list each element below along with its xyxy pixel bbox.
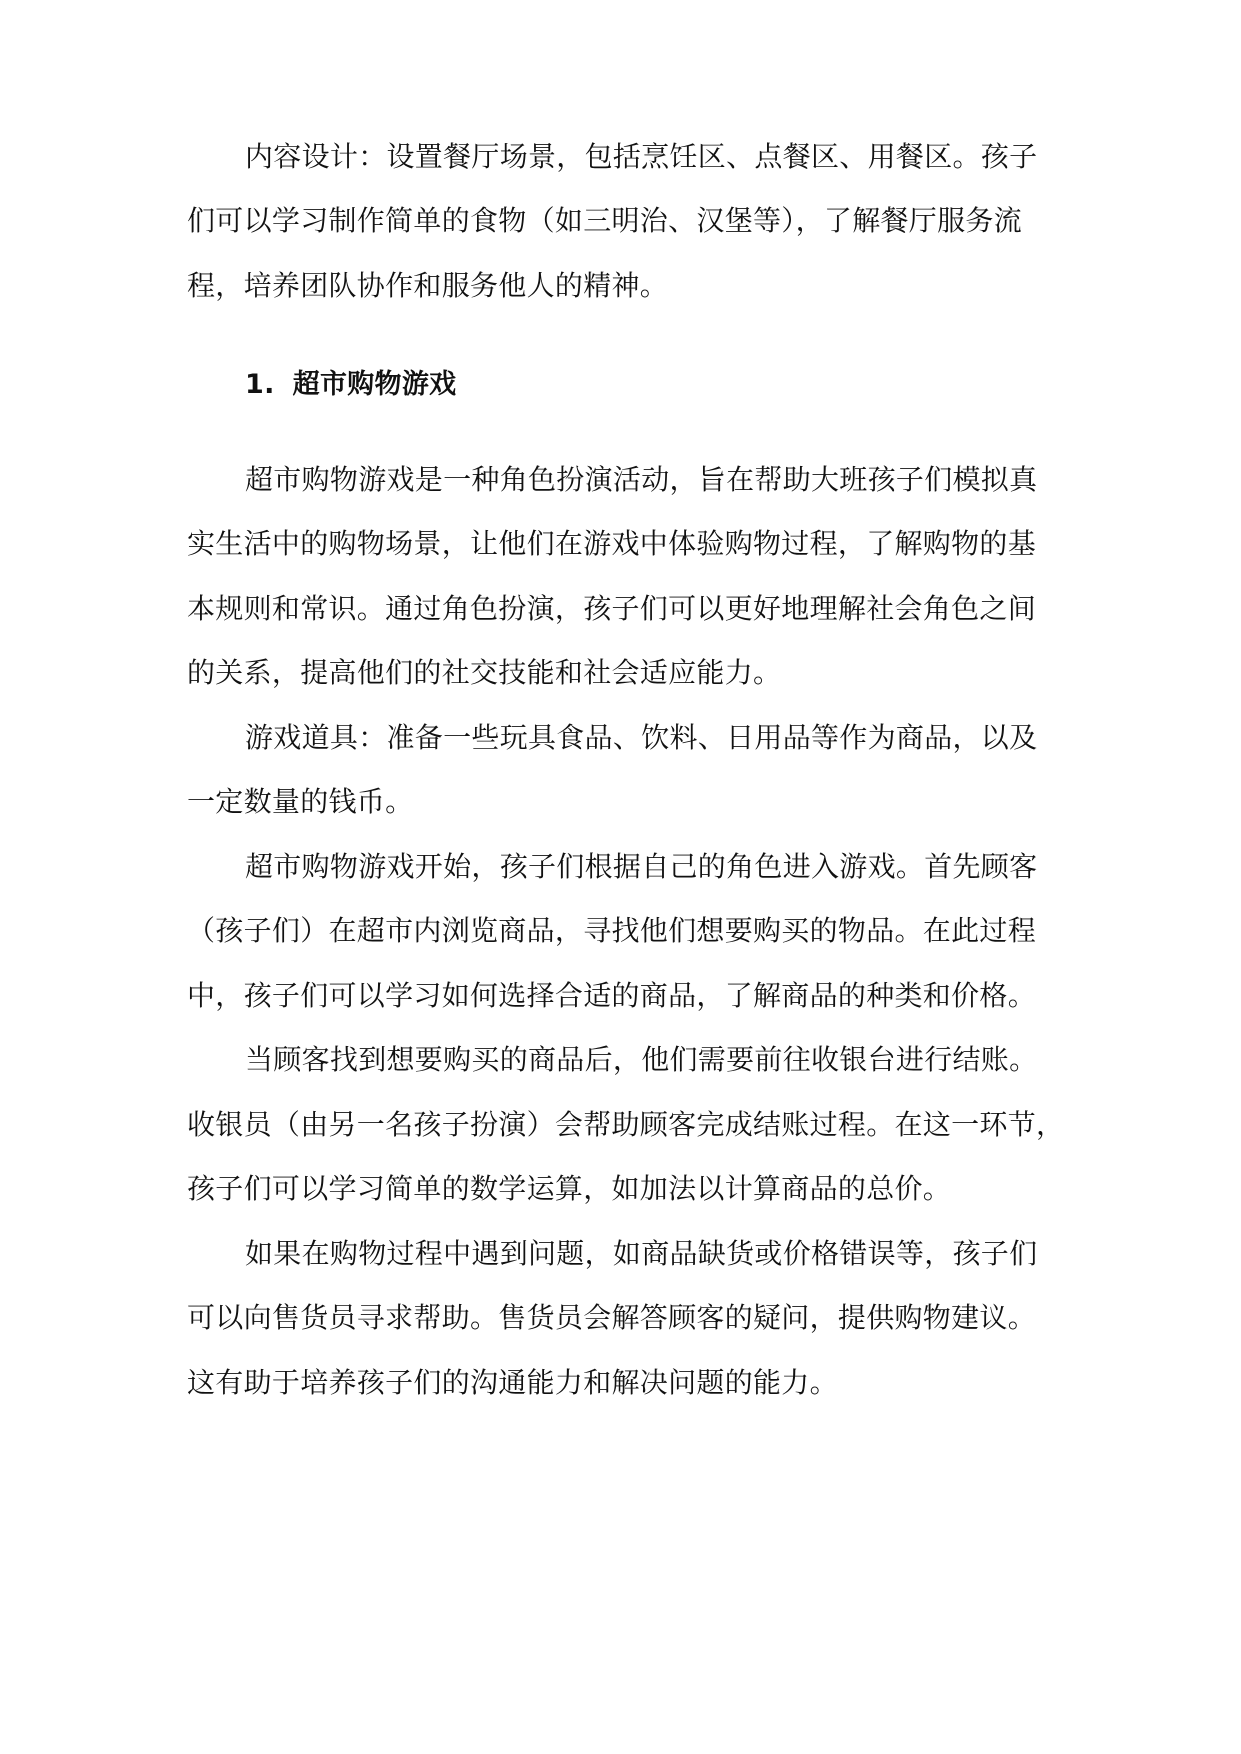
- paragraph-line: 内容设计：设置餐厅场景，包括烹饪区、点餐区、用餐区。孩子: [245, 140, 1038, 173]
- paragraph-line: 游戏道具：准备一些玩具食品、饮料、日用品等作为商品，以及: [245, 721, 1038, 754]
- section-heading: [245, 365, 456, 405]
- paragraph-line: 超市购物游戏开始，孩子们根据自己的角色进入游戏。首先顾客: [245, 850, 1038, 883]
- paragraph-line: 程，培养团队协作和服务他人的精神。: [187, 269, 669, 302]
- paragraph-line: 当顾客找到想要购买的商品后，他们需要前往收银台进行结账。: [245, 1043, 1038, 1076]
- paragraph-line: 们可以学习制作简单的食物（如三明治、汉堡等），了解餐厅服务流: [187, 204, 1023, 237]
- paragraph-line: 如果在购物过程中遇到问题，如商品缺货或价格错误等，孩子们: [245, 1237, 1038, 1270]
- paragraph-line: 一定数量的钱币。: [187, 785, 414, 818]
- paragraph-line: 超市购物游戏是一种角色扮演活动，旨在帮助大班孩子们模拟真: [245, 463, 1038, 496]
- paragraph-line: 这有助于培养孩子们的沟通能力和解决问题的能力。: [187, 1366, 838, 1399]
- paragraph-line: 收银员（由另一名孩子扮演）会帮助顾客完成结账过程。在这一环节，: [187, 1108, 1065, 1141]
- section-number: 1.: [245, 369, 275, 400]
- paragraph-line: 中，孩子们可以学习如何选择合适的商品，了解商品的种类和价格。: [187, 979, 1037, 1012]
- paragraph-line: 的关系，提高他们的社交技能和社会适应能力。: [187, 656, 782, 689]
- section-title: 超市购物游戏: [292, 369, 457, 400]
- paragraph-line: 孩子们可以学习简单的数学运算，如加法以计算商品的总价。: [187, 1172, 952, 1205]
- paragraph-line: 本规则和常识。通过角色扮演，孩子们可以更好地理解社会角色之间: [187, 592, 1037, 625]
- paragraph-line: 实生活中的购物场景，让他们在游戏中体验购物过程，了解购物的基: [187, 527, 1037, 560]
- paragraph-line: （孩子们）在超市内浏览商品，寻找他们想要购买的物品。在此过程: [187, 914, 1037, 947]
- paragraph-line: 可以向售货员寻求帮助。售货员会解答顾客的疑问，提供购物建议。: [187, 1301, 1037, 1334]
